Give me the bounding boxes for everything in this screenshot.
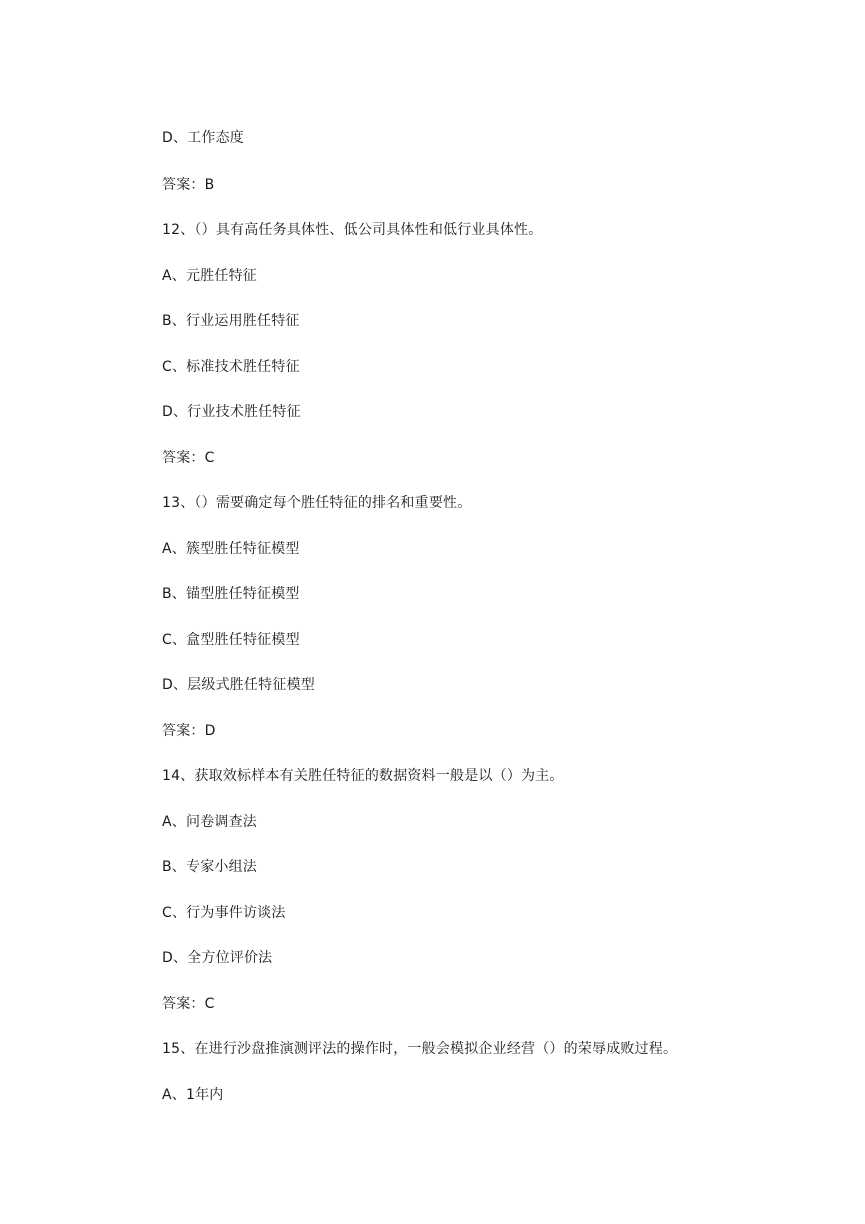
q13-option-c: C、盒型胜任特征模型 bbox=[162, 632, 300, 648]
q12-question: 12、（）具有高任务具体性、低公司具体性和低行业具体性。 bbox=[162, 222, 543, 238]
q13-option-b: B、锚型胜任特征模型 bbox=[162, 586, 300, 602]
q11-option-d: D、工作态度 bbox=[162, 130, 244, 146]
q12-option-d: D、行业技术胜任特征 bbox=[162, 404, 301, 420]
q15-question: 15、在进行沙盘推演测评法的操作时，一般会模拟企业经营（）的荣辱成败过程。 bbox=[162, 1041, 678, 1057]
q14-option-c: C、行为事件访谈法 bbox=[162, 905, 286, 921]
q12-option-a: A、元胜任特征 bbox=[162, 268, 257, 284]
q13-option-d: D、层级式胜任特征模型 bbox=[162, 677, 315, 693]
q12-option-b: B、行业运用胜任特征 bbox=[162, 313, 300, 329]
q14-option-b: B、专家小组法 bbox=[162, 859, 258, 875]
q13-option-a: A、簇型胜任特征模型 bbox=[162, 541, 300, 557]
q13-answer: 答案：D bbox=[162, 723, 216, 739]
q15-option-a: A、1年内 bbox=[162, 1087, 224, 1103]
q14-option-a: A、问卷调查法 bbox=[162, 814, 257, 830]
q14-question: 14、获取效标样本有关胜任特征的数据资料一般是以（）为主。 bbox=[162, 768, 564, 784]
q13-question: 13、（）需要确定每个胜任特征的排名和重要性。 bbox=[162, 495, 472, 511]
q11-answer: 答案：B bbox=[162, 177, 215, 193]
q12-option-c: C、标准技术胜任特征 bbox=[162, 359, 300, 375]
q12-answer: 答案：C bbox=[162, 450, 215, 466]
q14-option-d: D、全方位评价法 bbox=[162, 950, 273, 966]
q14-answer: 答案：C bbox=[162, 996, 215, 1012]
